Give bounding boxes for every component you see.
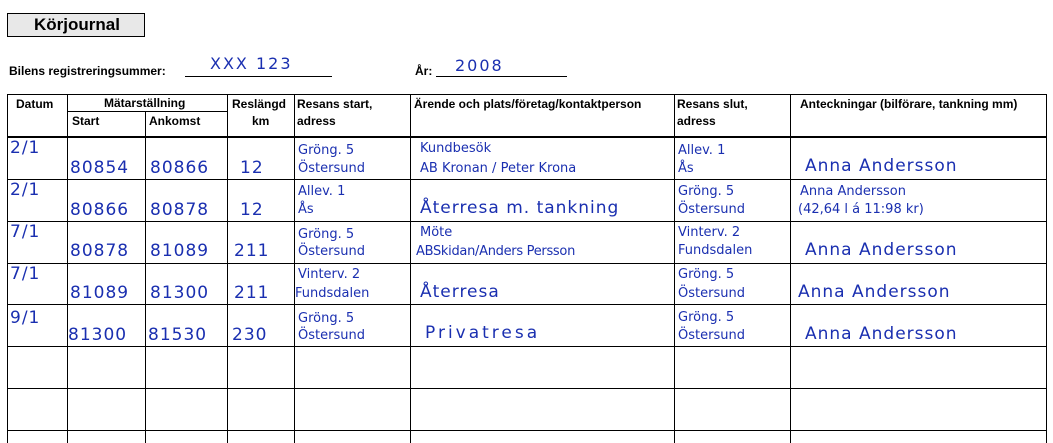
cell-errand-line1[interactable]: Möte [420, 225, 453, 240]
cell-km[interactable]: 12 [240, 158, 264, 178]
cell-km[interactable]: 12 [240, 200, 264, 220]
row-line [7, 430, 1047, 431]
year-line [436, 76, 567, 77]
cell-date[interactable]: 9/1 [10, 308, 41, 328]
table-border-top [7, 94, 1047, 95]
row-line [7, 221, 1047, 222]
cell-notes[interactable]: Anna Andersson [805, 324, 958, 344]
cell-errand-line2[interactable]: Privatresa [425, 323, 541, 343]
registration-line [185, 76, 332, 77]
cell-arrival[interactable]: 81300 [150, 283, 210, 303]
table-border-right [1046, 94, 1047, 443]
cell-errand-line1[interactable]: Kundbesök [420, 141, 492, 156]
table-row[interactable] [8, 347, 1046, 387]
cell-start[interactable]: 80878 [70, 241, 130, 261]
cell-errand-line2[interactable]: ABSkidan/Anders Persson [416, 244, 576, 259]
cell-to-city[interactable]: Östersund [678, 286, 745, 301]
header-datum: Datum [16, 97, 54, 111]
cell-from-street[interactable]: Allev. 1 [298, 184, 346, 199]
header-start: Start [72, 114, 100, 128]
cell-date[interactable]: 7/1 [10, 222, 41, 242]
cell-start[interactable]: 80854 [70, 158, 130, 178]
cell-from-street[interactable]: Gröng. 5 [298, 143, 355, 158]
cell-start[interactable]: 80866 [70, 200, 130, 220]
cell-from-street[interactable]: Gröng. 5 [298, 227, 355, 242]
table-row[interactable] [8, 389, 1046, 429]
cell-notes[interactable]: Anna Andersson [798, 282, 951, 302]
cell-notes[interactable]: Anna Andersson [805, 156, 958, 176]
cell-notes-line1[interactable]: Anna Andersson [800, 184, 906, 199]
cell-start[interactable]: 81089 [70, 283, 130, 303]
header-km: km [252, 114, 270, 128]
header-resans-start-adress: adress [297, 114, 336, 128]
cell-to-city[interactable]: Fundsdalen [678, 243, 753, 258]
cell-to-street[interactable]: Gröng. 5 [678, 184, 735, 199]
cell-errand-line2[interactable]: Återresa m. tankning [420, 198, 620, 218]
header-arende: Ärende och plats/företag/kontaktperson [414, 97, 642, 111]
header-matarstallning: Mätarställning [104, 96, 186, 110]
cell-from-street[interactable]: Gröng. 5 [298, 311, 355, 326]
header-anteckningar: Anteckningar (bilförare, tankning mm) [800, 97, 1018, 111]
cell-from-city[interactable]: Fundsdalen [295, 286, 370, 301]
cell-arrival[interactable]: 80878 [150, 200, 210, 220]
cell-km[interactable]: 211 [234, 241, 270, 261]
registration-value[interactable]: XXX 123 [210, 54, 293, 73]
page-title: Körjournal [7, 13, 145, 37]
header-resans-start: Resans start, [297, 97, 373, 111]
cell-to-street[interactable]: Gröng. 5 [678, 310, 735, 325]
cell-to-city[interactable]: Ås [678, 161, 694, 176]
cell-arrival[interactable]: 80866 [150, 158, 210, 178]
header-reslangd: Reslängd [232, 97, 287, 111]
cell-from-city[interactable]: Östersund [298, 244, 365, 259]
row-line [7, 179, 1047, 180]
cell-arrival[interactable]: 81089 [150, 241, 210, 261]
cell-from-city[interactable]: Östersund [298, 328, 365, 343]
header-resans-slut: Resans slut, [677, 97, 748, 111]
cell-errand-line2[interactable]: AB Kronan / Peter Krona [420, 161, 577, 176]
row-line [7, 263, 1047, 264]
header-bottom-line [7, 136, 1047, 138]
cell-from-city[interactable]: Östersund [298, 161, 365, 176]
cell-from-street[interactable]: Vinterv. 2 [298, 267, 361, 282]
cell-from-city[interactable]: Ås [298, 202, 314, 217]
cell-start[interactable]: 81300 [68, 325, 128, 345]
year-label: År: [415, 64, 433, 78]
cell-notes-line2[interactable]: (42,64 l á 11:98 kr) [798, 202, 924, 217]
cell-to-street[interactable]: Vinterv. 2 [678, 225, 741, 240]
registration-label: Bilens registreringsummer: [9, 64, 166, 78]
cell-notes[interactable]: Anna Andersson [805, 240, 958, 260]
cell-km[interactable]: 230 [232, 325, 268, 345]
year-value[interactable]: 2008 [455, 56, 504, 75]
cell-to-street[interactable]: Allev. 1 [678, 143, 726, 158]
header-subdivider [67, 111, 227, 112]
cell-arrival[interactable]: 81530 [148, 325, 208, 345]
cell-to-city[interactable]: Östersund [678, 328, 745, 343]
row-line [7, 304, 1047, 305]
cell-to-city[interactable]: Östersund [678, 202, 745, 217]
header-ankomst: Ankomst [149, 114, 201, 128]
header-resans-slut-adress: adress [677, 114, 716, 128]
cell-km[interactable]: 211 [234, 283, 270, 303]
cell-errand-line2[interactable]: Återresa [420, 282, 500, 302]
cell-date[interactable]: 2/1 [10, 180, 41, 200]
cell-date[interactable]: 7/1 [10, 264, 41, 284]
cell-to-street[interactable]: Gröng. 5 [678, 267, 735, 282]
cell-date[interactable]: 2/1 [10, 138, 41, 158]
